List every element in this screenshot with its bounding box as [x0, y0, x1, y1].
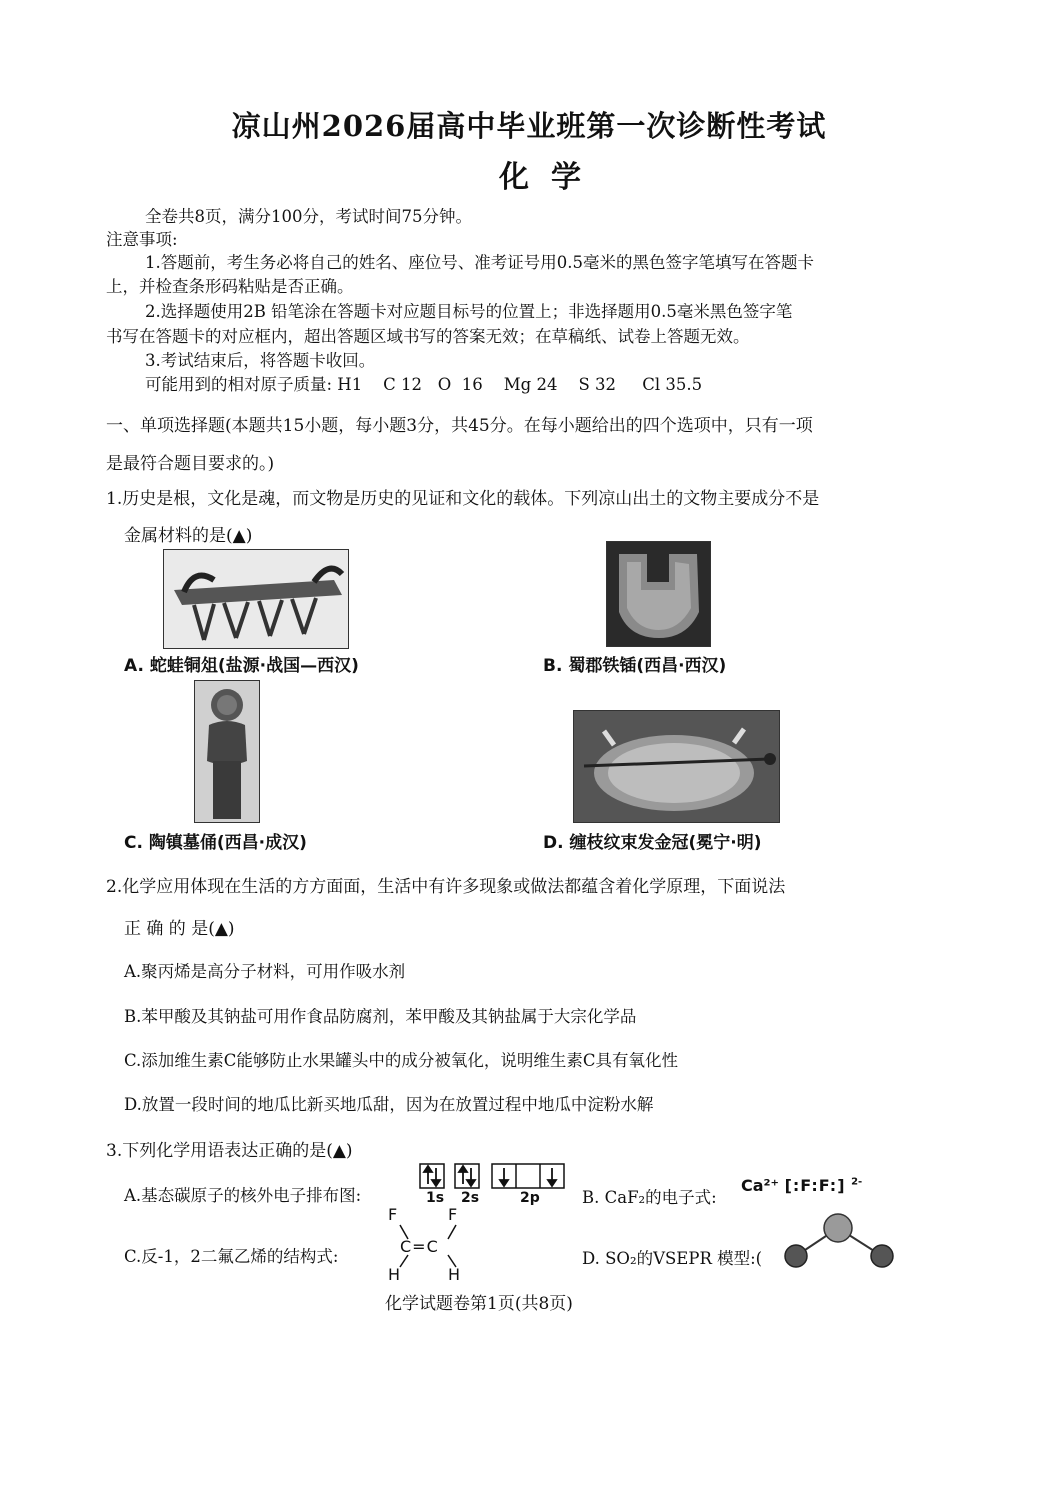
atomic-masses: 可能用到的相对原子质量: H1 C 12 O 16 Mg 24 S 32 Cl 35.5	[145, 375, 703, 394]
struct-f-left: F	[388, 1205, 398, 1224]
exam-info: 全卷共8页，满分100分，考试时间75分钟。	[145, 207, 472, 226]
q1-option-a: A. 蛇蛙铜俎(盐源·战国—西汉)	[124, 656, 359, 676]
notice-2a: 2.选择题使用2B 铅笔涂在答题卡对应题目标号的位置上；非选择题用0.5毫米黑色签字笔	[145, 302, 793, 321]
caf2-anion: [:F:F:]	[784, 1176, 846, 1195]
q1-option-b: B. 蜀郡铁锸(西昌·西汉)	[543, 656, 727, 676]
struct-f-right: F	[448, 1205, 458, 1224]
q1-stem-1: 1.历史是根，文化是魂，而文物是历史的见证和文化的载体。下列凉山出土的文物主要成分不是	[106, 489, 820, 509]
notice-1a: 1.答题前，考生务必将自己的姓名、座位号、准考证号用0.5毫米的黑色签字笔填写在答题卡	[145, 253, 814, 272]
q1-option-c: C. 陶镇墓俑(西昌·成汉)	[124, 833, 307, 853]
q2-option-a: A.聚丙烯是高分子材料，可用作吸水剂	[124, 962, 406, 981]
q2-option-b: B.苯甲酸及其钠盐可用作食品防腐剂，苯甲酸及其钠盐属于大宗化学品	[124, 1007, 637, 1026]
q1-option-d: D. 缠枝纹束发金冠(冕宁·明)	[543, 833, 762, 853]
notice-heading: 注意事项:	[106, 230, 178, 249]
q3-option-b: B. CaF₂的电子式:	[582, 1188, 717, 1207]
artifact-photo-a	[163, 549, 349, 649]
q1-stem-2: 金属材料的是(▲)	[124, 526, 253, 546]
struct-cc: C=C	[400, 1237, 439, 1256]
section-heading-1: 一、单项选择题(本题共15小题，每小题3分，共45分。在每小题给出的四个选项中，只有一项	[106, 416, 813, 436]
orbital-label-1s: 1s	[426, 1190, 445, 1206]
section-heading-2: 是最符合题目要求的。)	[106, 454, 275, 474]
q2-stem-2: 正 确 的 是(▲)	[124, 919, 235, 939]
q2-stem-1: 2.化学应用体现在生活的方方面面，生活中有许多现象或做法都蕴含着化学原理，下面说法	[106, 877, 786, 897]
caf2-electron-formula	[741, 1176, 862, 1195]
artifact-photo-c	[194, 680, 260, 823]
notice-1b: 上，并检查条形码粘贴是否正确。	[106, 277, 354, 296]
artifact-photo-b	[606, 541, 711, 647]
page-footer: 化学试题卷第1页(共8页)	[385, 1294, 573, 1314]
q3-option-a: A.基态碳原子的核外电子排布图:	[124, 1186, 362, 1205]
artifact-photo-d	[573, 710, 780, 823]
subject-title: 化学	[499, 160, 603, 195]
q3-option-c: C.反-1，2二氟乙烯的结构式:	[124, 1247, 339, 1266]
q3-stem: 3.下列化学用语表达正确的是(▲)	[106, 1141, 353, 1161]
struct-h-right: H	[448, 1265, 461, 1284]
orbital-label-2p: 2p	[520, 1190, 540, 1206]
q2-option-c: C.添加维生素C能够防止水果罐头中的成分被氧化，说明维生素C具有氧化性	[124, 1051, 679, 1070]
orbital-label-2s: 2s	[461, 1190, 480, 1206]
notice-3: 3.考试结束后，将答题卡收回。	[145, 351, 376, 370]
q3-option-d: D. SO₂的VSEPR 模型:(	[582, 1249, 763, 1268]
struct-h-left: H	[388, 1265, 401, 1284]
caf2-charge: 2-	[851, 1176, 863, 1188]
caf2-cation: Ca²⁺	[741, 1176, 779, 1195]
so2-vsepr-model	[782, 1212, 898, 1272]
exam-title: 凉山州2026届高中毕业班第一次诊断性考试	[231, 109, 827, 143]
orbital-diagram	[418, 1163, 568, 1211]
q2-option-d: D.放置一段时间的地瓜比新买地瓜甜，因为在放置过程中地瓜中淀粉水解	[124, 1095, 654, 1114]
difluoroethene-structure	[378, 1205, 478, 1285]
notice-2b: 书写在答题卡的对应框内，超出答题区域书写的答案无效；在草稿纸、试卷上答题无效。	[106, 327, 750, 346]
